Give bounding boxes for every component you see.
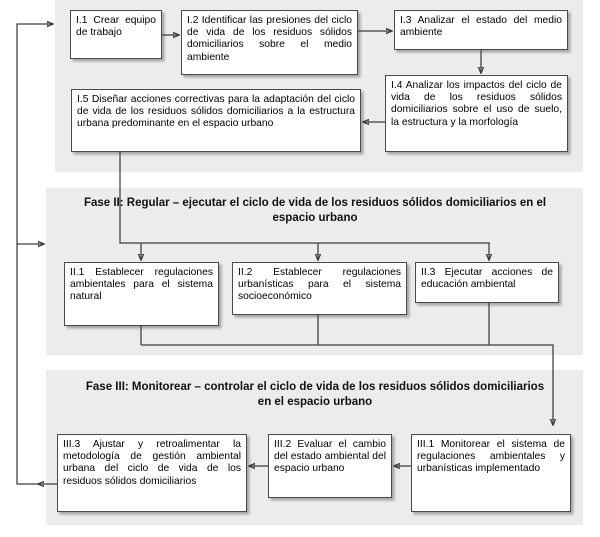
node-ii-3[interactable] bbox=[415, 262, 559, 303]
node-iii-1[interactable] bbox=[411, 434, 571, 512]
node-iii-2[interactable] bbox=[268, 434, 392, 498]
node-ii-3-label: II.3 Ejecutar acciones de educación ambiental bbox=[421, 267, 553, 291]
node-i-4[interactable] bbox=[385, 75, 568, 152]
node-i-5[interactable] bbox=[71, 89, 361, 152]
node-ii-1-label: II.1 Establecer regulaciones ambientales para el sistema natural bbox=[70, 267, 213, 303]
node-iii-2-label: III.2 Evaluar el cambio del estado ambiental del espacio urbano bbox=[274, 439, 386, 475]
node-i-3[interactable] bbox=[394, 10, 568, 50]
phase-2-title: Fase II: Regular – ejecutar el ciclo de vida de los residuos sólidos domiciliarios en el espacio urbano bbox=[83, 197, 547, 224]
node-iii-3[interactable] bbox=[57, 434, 247, 512]
node-ii-2-label: II.2 Establecer regulaciones urbanísticas para el sistema socioeconómico bbox=[238, 267, 401, 303]
node-i-5-label: I.5 Diseñar acciones correctivas para la adaptación del ciclo de vida de los residuos sólidos domiciliarios a la estructura urbana predominante en el espacio urbano bbox=[77, 94, 355, 130]
node-i-2-label: I.2 Identificar las presiones del ciclo de vida de los residuos sólidos domiciliarios sobre el medio ambiente bbox=[187, 15, 352, 63]
node-i-2[interactable] bbox=[181, 10, 358, 75]
node-i-3-label: I.3 Analizar el estado del medio ambiente bbox=[400, 15, 562, 39]
node-i-1[interactable] bbox=[70, 10, 162, 59]
node-i-4-label: I.4 Analizar los impactos del ciclo de vida de los residuos sólidos domiciliarios sobre el uso de suelo, la estructura y la morfología bbox=[391, 80, 562, 128]
node-iii-3-label: III.3 Ajustar y retroalimentar la metodología de gestión ambiental urbana del ciclo de vida de los residuos sólidos domiciliarios bbox=[63, 439, 241, 487]
node-ii-1[interactable] bbox=[64, 262, 219, 326]
node-ii-2[interactable] bbox=[232, 262, 407, 315]
node-iii-1-label: III.1 Monitorear el sistema de regulaciones ambientales y urbanísticas implementado bbox=[417, 439, 565, 475]
phase-3-title: Fase III: Monitorear – controlar el ciclo de vida de los residuos sólidos domiciliarios en el espacio urbano bbox=[85, 381, 545, 408]
node-i-1-label: I.1 Crear equipo de trabajo bbox=[76, 15, 156, 39]
